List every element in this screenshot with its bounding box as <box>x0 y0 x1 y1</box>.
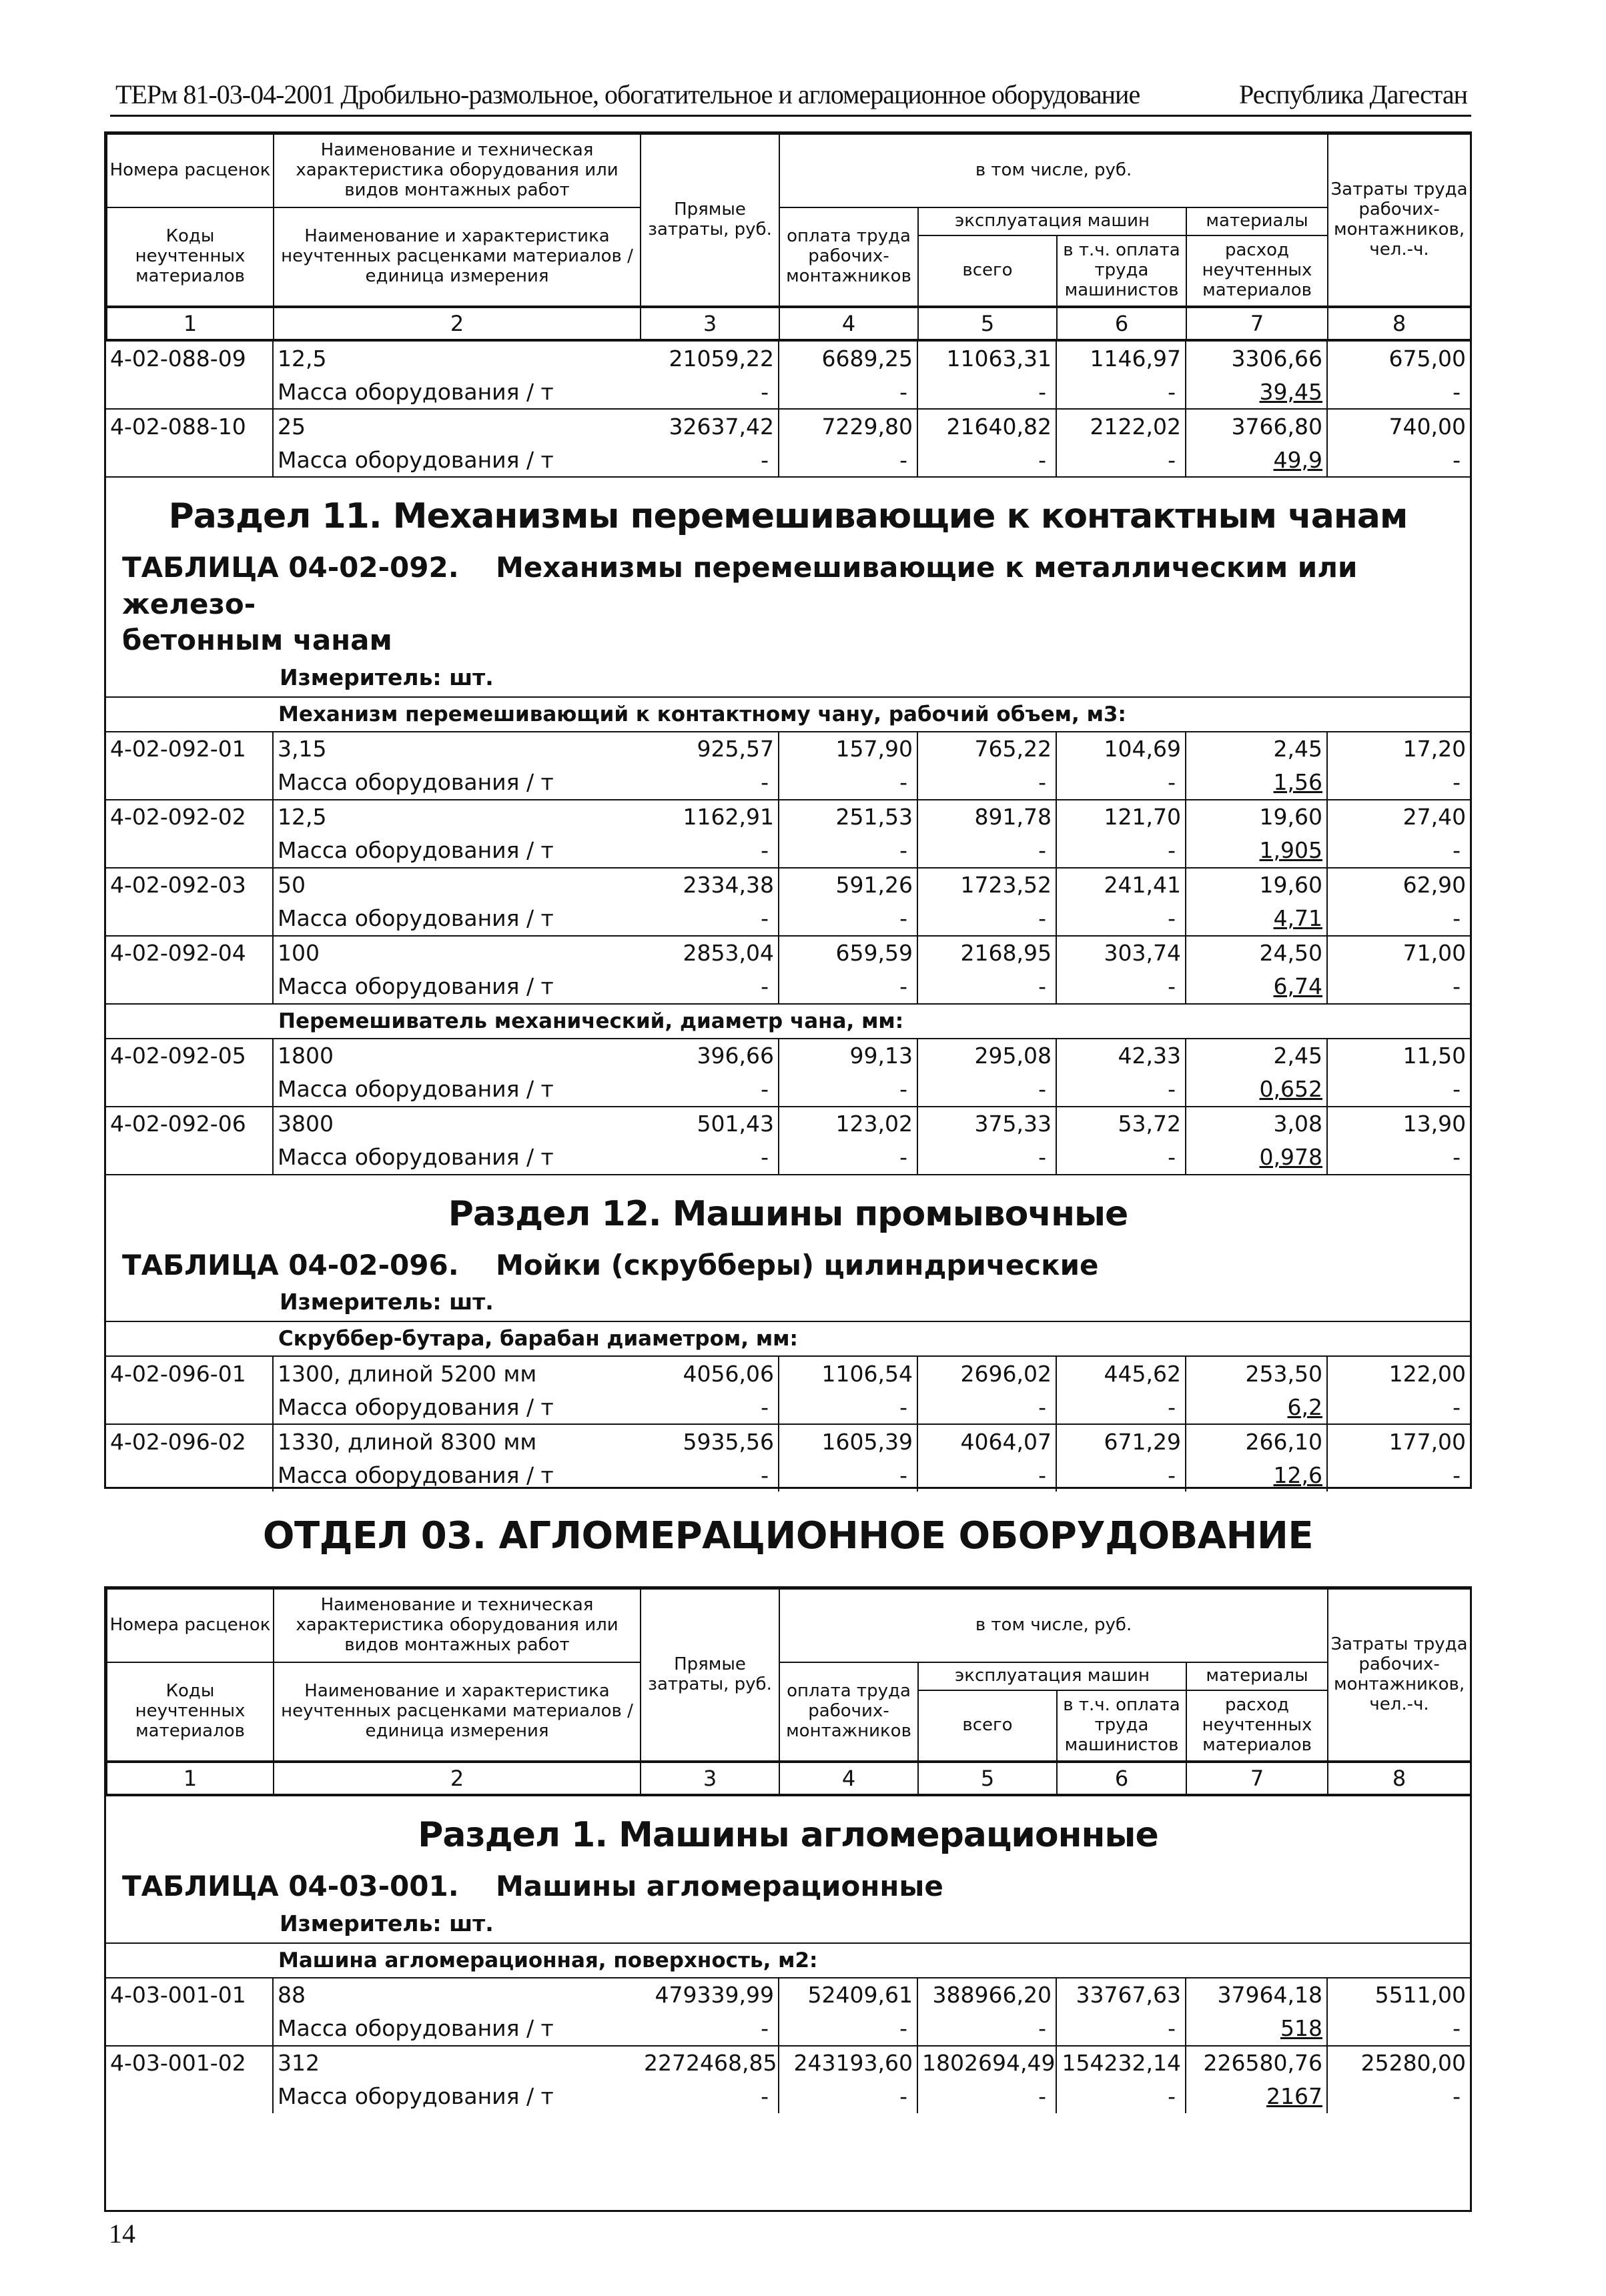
mass-row <box>106 1390 1470 1424</box>
rate-value: 13,90 <box>1327 1107 1470 1141</box>
rate-value: 24,50 <box>1186 936 1327 970</box>
dash-cell: - <box>1056 2012 1186 2046</box>
dash-cell: - <box>779 1390 917 1424</box>
table-row <box>106 409 1470 443</box>
table-row <box>106 732 1470 766</box>
rate-value: 6689,25 <box>779 341 917 375</box>
dash-cell: - <box>1453 1144 1461 1171</box>
unit-of-measure: Измеритель: шт. <box>280 664 494 690</box>
dash-cell: - <box>917 1458 1056 1492</box>
rate-value: 3766,80 <box>1186 409 1327 443</box>
rate-value: 7229,80 <box>779 409 917 443</box>
table-description: Машины агломерационные <box>496 1870 943 1902</box>
mass-row <box>106 1141 1470 1174</box>
dash-cell: - <box>917 1390 1056 1424</box>
mass-value: 6,74 <box>1186 970 1327 1004</box>
mass-label: Масса оборудования / т <box>273 2080 640 2113</box>
mass-label: Масса оборудования / т <box>273 1073 640 1107</box>
mass-value: 6,2 <box>1186 1390 1327 1424</box>
column-numbers <box>106 1762 1471 1795</box>
dash-cell: - <box>917 2080 1056 2113</box>
header-including: в том числе, руб. <box>779 1589 1328 1662</box>
table-row <box>106 2046 1470 2080</box>
mass-row <box>106 834 1470 868</box>
header-direct: Прямые затраты, руб. <box>641 134 779 306</box>
dash-cell: - <box>779 1458 917 1492</box>
rate-value: 123,02 <box>779 1107 917 1141</box>
mass-value: 1,56 <box>1186 766 1327 800</box>
dash-cell: - <box>779 1073 917 1107</box>
rate-value: 121,70 <box>1056 800 1186 834</box>
mass-label: Масса оборудования / т <box>273 443 640 476</box>
header-materials: материалы <box>1186 207 1328 235</box>
rate-value: 53,72 <box>1056 1107 1186 1141</box>
rate-value: 375,33 <box>917 1107 1056 1141</box>
table-row <box>106 936 1470 970</box>
rate-value: 740,00 <box>1327 409 1470 443</box>
rate-code: 4-02-096-02 <box>106 1424 273 1458</box>
table-title <box>106 1247 1470 1284</box>
region-name: Республика Дагестан <box>1239 79 1467 109</box>
mass-label: Масса оборудования / т <box>273 375 640 409</box>
rate-code: 4-02-092-01 <box>106 732 273 766</box>
rate-value: 157,90 <box>779 732 917 766</box>
group-heading-row <box>106 1004 1470 1039</box>
rate-value: 3,08 <box>1186 1107 1327 1141</box>
rate-code: 4-03-001-01 <box>106 1978 273 2012</box>
rate-value: 71,00 <box>1327 936 1470 970</box>
column-number: 7 <box>1186 1762 1328 1794</box>
rate-value: 11,50 <box>1327 1039 1470 1073</box>
rate-value: 2122,02 <box>1056 409 1186 443</box>
rate-name: 1330, длиной 8300 мм <box>273 1424 640 1458</box>
mass-row <box>106 2012 1470 2046</box>
group-heading: Перемешиватель механический, диаметр чана, мм: <box>273 1004 1470 1039</box>
page-header <box>110 75 1471 117</box>
header-labor-costs: Затраты труда рабочих-монтажников, чел.-ч. <box>1328 1589 1471 1761</box>
column-header <box>106 1588 1471 1762</box>
header-materials-sub: расход неучтенных материалов <box>1186 235 1328 306</box>
dash-cell: - <box>1453 1462 1461 1488</box>
mass-row <box>106 970 1470 1004</box>
group-heading: Скруббер-бутара, барабан диаметром, мм: <box>273 1321 1470 1356</box>
table-title <box>106 1868 1470 1905</box>
header-machines: эксплуатация машин <box>918 207 1186 235</box>
header-direct: Прямые затраты, руб. <box>641 1589 779 1761</box>
table-title <box>106 550 1470 622</box>
dash-cell: - <box>1056 2080 1186 2113</box>
rate-value: 675,00 <box>1327 341 1470 375</box>
dash-cell: - <box>1056 1458 1186 1492</box>
mass-label: Масса оборудования / т <box>273 834 640 868</box>
column-number: 8 <box>1328 308 1471 340</box>
rate-code: 4-02-092-03 <box>106 868 273 902</box>
dash-cell: - <box>1453 1076 1461 1103</box>
rate-value: 2168,95 <box>917 936 1056 970</box>
dash-cell: - <box>640 1390 779 1424</box>
rate-value: 243193,60 <box>779 2046 917 2080</box>
group-heading-row <box>106 1321 1470 1356</box>
column-number: 4 <box>779 1762 918 1794</box>
header-machines-all: всего <box>918 1690 1057 1761</box>
table-description: Механизмы перемешивающие к металлическим или железо- <box>122 551 1358 620</box>
dash-cell: - <box>640 1458 779 1492</box>
dash-cell: - <box>1453 2015 1461 2042</box>
rate-value: 42,33 <box>1056 1039 1186 1073</box>
rate-value: 659,59 <box>779 936 917 970</box>
dash-cell: - <box>1453 2083 1461 2110</box>
header-materials-sub: расход неучтенных материалов <box>1186 1690 1328 1761</box>
dash-cell: - <box>917 2012 1056 2046</box>
dash-cell: - <box>779 2080 917 2113</box>
dash-cell: - <box>917 970 1056 1004</box>
column-number: 3 <box>641 1762 779 1794</box>
dash-cell: - <box>1056 766 1186 800</box>
mass-row <box>106 375 1470 409</box>
table-description-continued: бетонным чанам <box>122 624 392 657</box>
table-number: ТАБЛИЦА 04-03-001. <box>122 1870 459 1902</box>
table-row <box>106 1424 1470 1458</box>
rate-value: 2334,38 <box>640 868 779 902</box>
table-number: ТАБЛИЦА 04-02-096. <box>122 1248 459 1281</box>
rate-name: 12,5 <box>273 800 640 834</box>
rate-value: 266,10 <box>1186 1424 1327 1458</box>
dash-cell: - <box>1056 1141 1186 1174</box>
rate-value: 251,53 <box>779 800 917 834</box>
rate-value: 479339,99 <box>640 1978 779 2012</box>
rate-value: 445,62 <box>1056 1356 1186 1390</box>
rate-value: 2272468,85 <box>640 2046 779 2080</box>
rate-value: 1723,52 <box>917 868 1056 902</box>
rate-value: 52409,61 <box>779 1978 917 2012</box>
rate-value: 1802694,49 <box>917 2046 1056 2080</box>
dash-cell: - <box>779 766 917 800</box>
rate-value: 99,13 <box>779 1039 917 1073</box>
group-heading-row <box>106 697 1470 732</box>
rates-rows <box>106 696 1470 1174</box>
rate-value: 591,26 <box>779 868 917 902</box>
rates-table-block-2 <box>104 1586 1472 2212</box>
header-machines: эксплуатация машин <box>918 1662 1186 1690</box>
dash-cell: - <box>640 1141 779 1174</box>
rate-value: 25280,00 <box>1327 2046 1470 2080</box>
dash-cell: - <box>640 2012 779 2046</box>
rate-value: 765,22 <box>917 732 1056 766</box>
dash-cell: - <box>640 1073 779 1107</box>
mass-value: 518 <box>1186 2012 1327 2046</box>
rate-name: 3,15 <box>273 732 640 766</box>
rate-value: 154232,14 <box>1056 2046 1186 2080</box>
rate-value: 2853,04 <box>640 936 779 970</box>
document-title: ТЕРм 81-03-04-2001 Дробильно-размольное, обогатительное и агломерационное оборудование <box>115 79 1140 109</box>
rate-value: 5511,00 <box>1327 1978 1470 2012</box>
header-machines-labor: в т.ч. оплата труда машинистов <box>1057 1690 1186 1761</box>
dash-cell: - <box>917 443 1056 476</box>
dash-cell: - <box>779 834 917 868</box>
dash-cell: - <box>640 766 779 800</box>
dash-cell: - <box>917 375 1056 409</box>
dash-cell: - <box>779 1141 917 1174</box>
dash-cell: - <box>1453 446 1461 473</box>
table-row <box>106 868 1470 902</box>
rate-value: 27,40 <box>1327 800 1470 834</box>
dash-cell: - <box>640 902 779 936</box>
group-heading-row <box>106 1943 1470 1978</box>
rate-value: 226580,76 <box>1186 2046 1327 2080</box>
mass-row <box>106 443 1470 476</box>
rate-code: 4-02-088-10 <box>106 409 273 443</box>
header-codes-bottom: Коды неучтенных материалов <box>107 207 274 306</box>
mass-value: 1,905 <box>1186 834 1327 868</box>
mass-value: 0,978 <box>1186 1141 1327 1174</box>
group-heading: Механизм перемешивающий к контактному чану, рабочий объем, м3: <box>273 697 1470 732</box>
mass-value: 0,652 <box>1186 1073 1327 1107</box>
dash-cell: - <box>1056 1390 1186 1424</box>
mass-label: Масса оборудования / т <box>273 2012 640 2046</box>
column-number: 3 <box>641 308 779 340</box>
column-number: 5 <box>918 308 1057 340</box>
dash-cell: - <box>1056 443 1186 476</box>
rate-value: 122,00 <box>1327 1356 1470 1390</box>
mass-value: 2167 <box>1186 2080 1327 2113</box>
header-codes-top: Номера расценок <box>107 1589 274 1662</box>
dash-cell: - <box>779 970 917 1004</box>
mass-row <box>106 2080 1470 2113</box>
header-name-top: Наименование и техническая характеристика оборудования или видов монтажных работ <box>274 1589 641 1662</box>
rate-value: 295,08 <box>917 1039 1056 1073</box>
rate-value: 33767,63 <box>1056 1978 1186 2012</box>
rate-value: 17,20 <box>1327 732 1470 766</box>
dash-cell: - <box>640 375 779 409</box>
column-number: 6 <box>1057 308 1186 340</box>
dash-cell: - <box>1453 769 1461 796</box>
rate-value: 4064,07 <box>917 1424 1056 1458</box>
rate-value: 388966,20 <box>917 1978 1056 2012</box>
header-name-bottom: Наименование и характеристика неучтенных расценками материалов / единица измерения <box>274 207 641 306</box>
rate-value: 104,69 <box>1056 732 1186 766</box>
section-title: Раздел 1. Машины агломерационные <box>418 1815 1158 1855</box>
rate-code: 4-02-096-01 <box>106 1356 273 1390</box>
rate-value: 177,00 <box>1327 1424 1470 1458</box>
mass-label: Масса оборудования / т <box>273 970 640 1004</box>
unit-of-measure: Измеритель: шт. <box>280 1910 494 1936</box>
rates-rows <box>106 340 1470 476</box>
dash-cell: - <box>917 834 1056 868</box>
rate-value: 62,90 <box>1327 868 1470 902</box>
column-number: 8 <box>1328 1762 1471 1794</box>
rate-value: 396,66 <box>640 1039 779 1073</box>
rate-name: 88 <box>273 1978 640 2012</box>
rate-value: 1605,39 <box>779 1424 917 1458</box>
header-labor-pay: оплата труда рабочих-монтажников <box>779 207 918 306</box>
mass-label: Масса оборудования / т <box>273 766 640 800</box>
header-labor-pay: оплата труда рабочих-монтажников <box>779 1662 918 1761</box>
section-title: Раздел 12. Машины промывочные <box>448 1193 1128 1234</box>
rate-code: 4-03-001-02 <box>106 2046 273 2080</box>
mass-value: 49,9 <box>1186 443 1327 476</box>
dash-cell: - <box>1453 1393 1461 1420</box>
rate-value: 2,45 <box>1186 1039 1327 1073</box>
rate-value: 21059,22 <box>640 341 779 375</box>
rate-value: 925,57 <box>640 732 779 766</box>
table-row <box>106 800 1470 834</box>
table-row <box>106 1978 1470 2012</box>
dash-cell: - <box>640 443 779 476</box>
rate-code: 4-02-092-05 <box>106 1039 273 1073</box>
rate-value: 303,74 <box>1056 936 1186 970</box>
section-title: Раздел 11. Механизмы перемешивающие к контактным чанам <box>168 496 1408 536</box>
header-name-top: Наименование и техническая характеристика оборудования или видов монтажных работ <box>274 134 641 207</box>
dash-cell: - <box>917 1073 1056 1107</box>
rate-value: 5935,56 <box>640 1424 779 1458</box>
rate-value: 2696,02 <box>917 1356 1056 1390</box>
dash-cell: - <box>1453 378 1461 405</box>
rate-value: 241,41 <box>1056 868 1186 902</box>
rate-value: 19,60 <box>1186 868 1327 902</box>
dash-cell: - <box>917 766 1056 800</box>
rate-name: 1300, длиной 5200 мм <box>273 1356 640 1390</box>
rate-value: 891,78 <box>917 800 1056 834</box>
column-number: 2 <box>274 1762 641 1794</box>
dash-cell: - <box>640 2080 779 2113</box>
mass-label: Масса оборудования / т <box>273 1458 640 1492</box>
dash-cell: - <box>779 375 917 409</box>
table-row <box>106 1039 1470 1073</box>
rate-value: 19,60 <box>1186 800 1327 834</box>
mass-row <box>106 1073 1470 1107</box>
table-description: Мойки (скрубберы) цилиндрические <box>496 1248 1099 1281</box>
rate-name: 25 <box>273 409 640 443</box>
header-name-bottom: Наименование и характеристика неучтенных расценками материалов / единица измерения <box>274 1662 641 1761</box>
rate-value: 671,29 <box>1056 1424 1186 1458</box>
header-labor-costs: Затраты труда рабочих-монтажников, чел.-ч. <box>1328 134 1471 306</box>
rate-value: 21640,82 <box>917 409 1056 443</box>
dash-cell: - <box>917 902 1056 936</box>
rates-table-block-1 <box>104 131 1472 1489</box>
rate-code: 4-02-092-06 <box>106 1107 273 1141</box>
dash-cell: - <box>1453 905 1461 932</box>
dash-cell: - <box>1453 973 1461 1000</box>
rate-value: 2,45 <box>1186 732 1327 766</box>
dash-cell: - <box>779 2012 917 2046</box>
dash-cell: - <box>1056 375 1186 409</box>
dash-cell: - <box>1056 970 1186 1004</box>
table-row <box>106 341 1470 375</box>
dash-cell: - <box>640 834 779 868</box>
rate-code: 4-02-092-02 <box>106 800 273 834</box>
header-materials: материалы <box>1186 1662 1328 1690</box>
table-number: ТАБЛИЦА 04-02-092. <box>122 551 459 584</box>
rate-value: 4056,06 <box>640 1356 779 1390</box>
dash-cell: - <box>917 1141 1056 1174</box>
rate-code: 4-02-088-09 <box>106 341 273 375</box>
dash-cell: - <box>1453 837 1461 864</box>
dash-cell: - <box>1056 834 1186 868</box>
rate-value: 32637,42 <box>640 409 779 443</box>
rate-value: 501,43 <box>640 1107 779 1141</box>
table-row <box>106 1107 1470 1141</box>
rate-value: 1146,97 <box>1056 341 1186 375</box>
header-machines-labor: в т.ч. оплата труда машинистов <box>1057 235 1186 306</box>
rate-value: 253,50 <box>1186 1356 1327 1390</box>
dash-cell: - <box>779 443 917 476</box>
column-header <box>106 133 1471 307</box>
rate-name: 100 <box>273 936 640 970</box>
column-number: 1 <box>107 1762 274 1794</box>
column-number: 5 <box>918 1762 1057 1794</box>
column-number: 2 <box>274 308 641 340</box>
header-machines-all: всего <box>918 235 1057 306</box>
mass-row <box>106 902 1470 936</box>
header-codes-bottom: Коды неучтенных материалов <box>107 1662 274 1761</box>
header-including: в том числе, руб. <box>779 134 1328 207</box>
rate-name: 12,5 <box>273 341 640 375</box>
mass-label: Масса оборудования / т <box>273 1390 640 1424</box>
rate-name: 3800 <box>273 1107 640 1141</box>
rate-name: 50 <box>273 868 640 902</box>
page-number: 14 <box>109 2219 135 2249</box>
mass-label: Масса оборудования / т <box>273 1141 640 1174</box>
column-number: 4 <box>779 308 918 340</box>
rate-code: 4-02-092-04 <box>106 936 273 970</box>
column-numbers <box>106 307 1471 340</box>
rate-value: 1162,91 <box>640 800 779 834</box>
header-codes-top: Номера расценок <box>107 134 274 207</box>
table-row <box>106 1356 1470 1390</box>
mass-value: 39,45 <box>1186 375 1327 409</box>
rate-value: 11063,31 <box>917 341 1056 375</box>
column-number: 1 <box>107 308 274 340</box>
unit-of-measure: Измеритель: шт. <box>280 1289 494 1315</box>
column-number: 7 <box>1186 308 1328 340</box>
otdel-title: ОТДЕЛ 03. АГЛОМЕРАЦИОННОЕ ОБОРУДОВАНИЕ <box>262 1514 1314 1558</box>
dash-cell: - <box>779 902 917 936</box>
column-number: 6 <box>1057 1762 1186 1794</box>
mass-row <box>106 1458 1470 1492</box>
rates-rows <box>106 1942 1470 2113</box>
mass-value: 4,71 <box>1186 902 1327 936</box>
rate-value: 37964,18 <box>1186 1978 1327 2012</box>
mass-row <box>106 766 1470 800</box>
rates-rows <box>106 1321 1470 1492</box>
mass-value: 12,6 <box>1186 1458 1327 1492</box>
rate-name: 1800 <box>273 1039 640 1073</box>
rate-value: 3306,66 <box>1186 341 1327 375</box>
group-heading: Машина агломерационная, поверхность, м2: <box>273 1943 1470 1978</box>
rate-name: 312 <box>273 2046 640 2080</box>
dash-cell: - <box>640 970 779 1004</box>
mass-label: Масса оборудования / т <box>273 902 640 936</box>
rate-value: 1106,54 <box>779 1356 917 1390</box>
dash-cell: - <box>1056 902 1186 936</box>
dash-cell: - <box>1056 1073 1186 1107</box>
